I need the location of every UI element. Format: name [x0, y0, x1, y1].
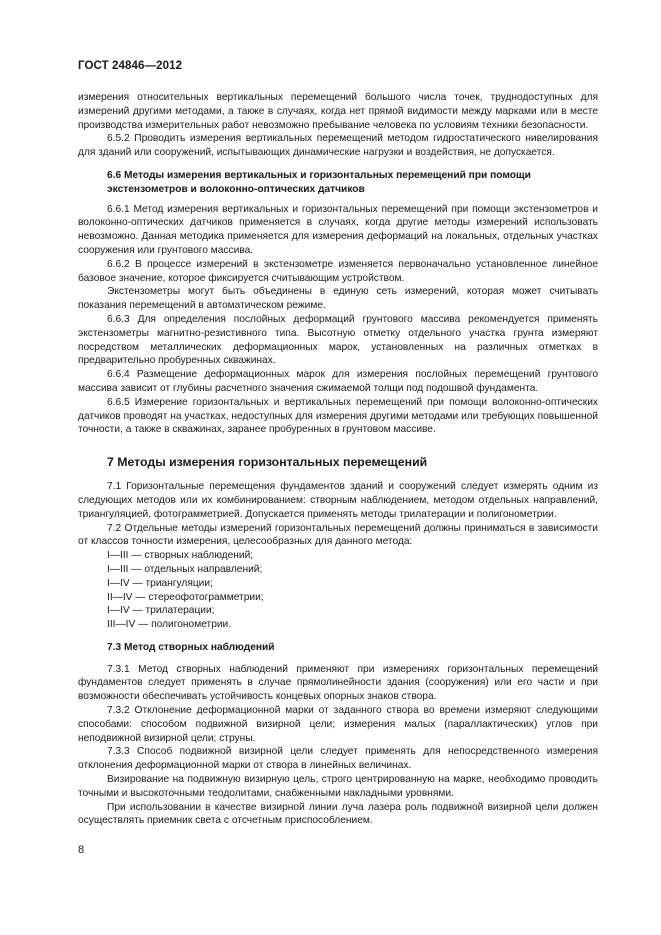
- paragraph-extensometers: Экстензометры могут быть объединены в единую сеть измерений, которая может считывать показания перемещений в автоматическом режиме.: [78, 286, 598, 312]
- paragraph-7-3-3: 7.3.3 Способ подвижной визирной цели следует применять для непосредственного измерения отклонения деформационной марки от створа в линейных величинах.: [78, 746, 598, 772]
- paragraph-7-3-1: 7.3.1 Метод створных наблюдений применяют при измерениях горизонтальных перемещений фундаментов следует применять в случае прямолинейности здания (сооружения) или его части и при возможности обеспечивать устойчивость концевых опорных знаков створа.: [78, 663, 598, 703]
- paragraph-continuation: измерения относительных вертикальных перемещений большого числа точек, труднодоступных для измерений другими методами, а также в случаях, когда нет прямой видимости между марками или в месте производства измерительных работ невозможно пребывание человека по условиям техники безопасности.: [78, 92, 598, 131]
- list-item: I—III — отдельных направлений;: [107, 563, 263, 575]
- body-text: [78, 91, 598, 828]
- list-item: III—IV — полигонометрии.: [107, 619, 232, 631]
- subsection-heading-6-6: 6.6 Методы измерения вертикальных и горизонтальных перемещений при помощи экстензометров и волоконно-оптических датчиков: [107, 169, 531, 195]
- paragraph-6-6-3: 6.6.3 Для определения послойных деформаций грунтового массива рекомендуется применять экстензометры магнитно-резистивного типа. Высотную отметку отдельного участка грунта измеряют посредством металлических деформационных марок, установленных на различных отметках в предварительно пробуренных скважинах.: [78, 313, 598, 367]
- paragraph-6-6-5: 6.6.5 Измерение горизонтальных и вертикальных перемещений при помощи волоконно-оптических датчиков проводят на участках, недоступных для измерения другими методами или требующих повышенной точности, а также в скважинах, заранее пробуренных в грунтовом массиве.: [78, 396, 598, 436]
- paragraph-7-2: 7.2 Отдельные методы измерений горизонтальных перемещений должны приниматься в зависимости от классов точности измерения, целесообразных для данного метода:: [78, 522, 598, 548]
- document-header: ГОСТ 24846—2012: [78, 60, 183, 72]
- paragraph-laser: При использовании в качестве визирной линии луча лазера роль подвижной визирной цели должен осуществлять приемник света с отсчетным приспособлением.: [78, 801, 598, 827]
- list-item: II—IV — стереофотограмметрии;: [107, 591, 264, 603]
- paragraph-6-6-1: 6.6.1 Метод измерения вертикальных и горизонтальных перемещений при помощи экстензометров и волоконно-оптических датчиков применяется в случаях, когда другие методы измерений использовать невозможно. Данная методика применяется для измерения деформаций на локальных, отдельных участках сооружения или грунтового массива.: [78, 203, 598, 256]
- page-number: 8: [78, 844, 85, 856]
- list-item: I—IV — триангуляции;: [107, 577, 213, 589]
- list-item: I—III — створных наблюдений;: [107, 550, 254, 562]
- paragraph-6-5-2: 6.5.2 Проводить измерения вертикальных перемещений методом гидростатического нивелирования для зданий или сооружений, испытывающих динамические нагрузки и воздействия, не допускается.: [78, 133, 598, 159]
- paragraph-sighting: Визирование на подвижную визирную цель, строго центрированную на марке, необходимо проводить точными и высокоточными теодолитами, снабженными накладными уровнями.: [78, 774, 598, 799]
- section-heading-7: 7 Методы измерения горизонтальных перемещений: [107, 455, 428, 470]
- paragraph-7-1: 7.1 Горизонтальные перемещения фундаментов зданий и сооружений следует измерять одним из следующих методов или их комбинированием: створным наблюдением, методом отдельных направлений, триангуляцией, фотограмметрией. Допускается применять методы трилатерации и полигонометрии.: [78, 481, 598, 520]
- paragraph-6-6-2: 6.6.2 В процессе измерений в экстензометре изменяется первоначально установленное линейное базовое значение, которое фиксируется считывающим устройством.: [78, 258, 598, 284]
- list-item: I—IV — трилатерации;: [107, 605, 215, 617]
- paragraph-7-3-2: 7.3.2 Отклонение деформационной марки от заданного створа во времени измеряют следующими способами: способом подвижной визирной цели; измерения малых (параллактических) углов при неподвижной визирной цели; струны.: [78, 705, 598, 744]
- paragraph-6-6-4: 6.6.4 Размещение деформационных марок для измерения послойных перемещений грунтового массива зависит от глубины расчетного значения сжимаемой толщи под подошвой фундамента.: [78, 369, 598, 394]
- subsection-heading-7-3: 7.3 Метод створных наблюдений: [107, 641, 275, 653]
